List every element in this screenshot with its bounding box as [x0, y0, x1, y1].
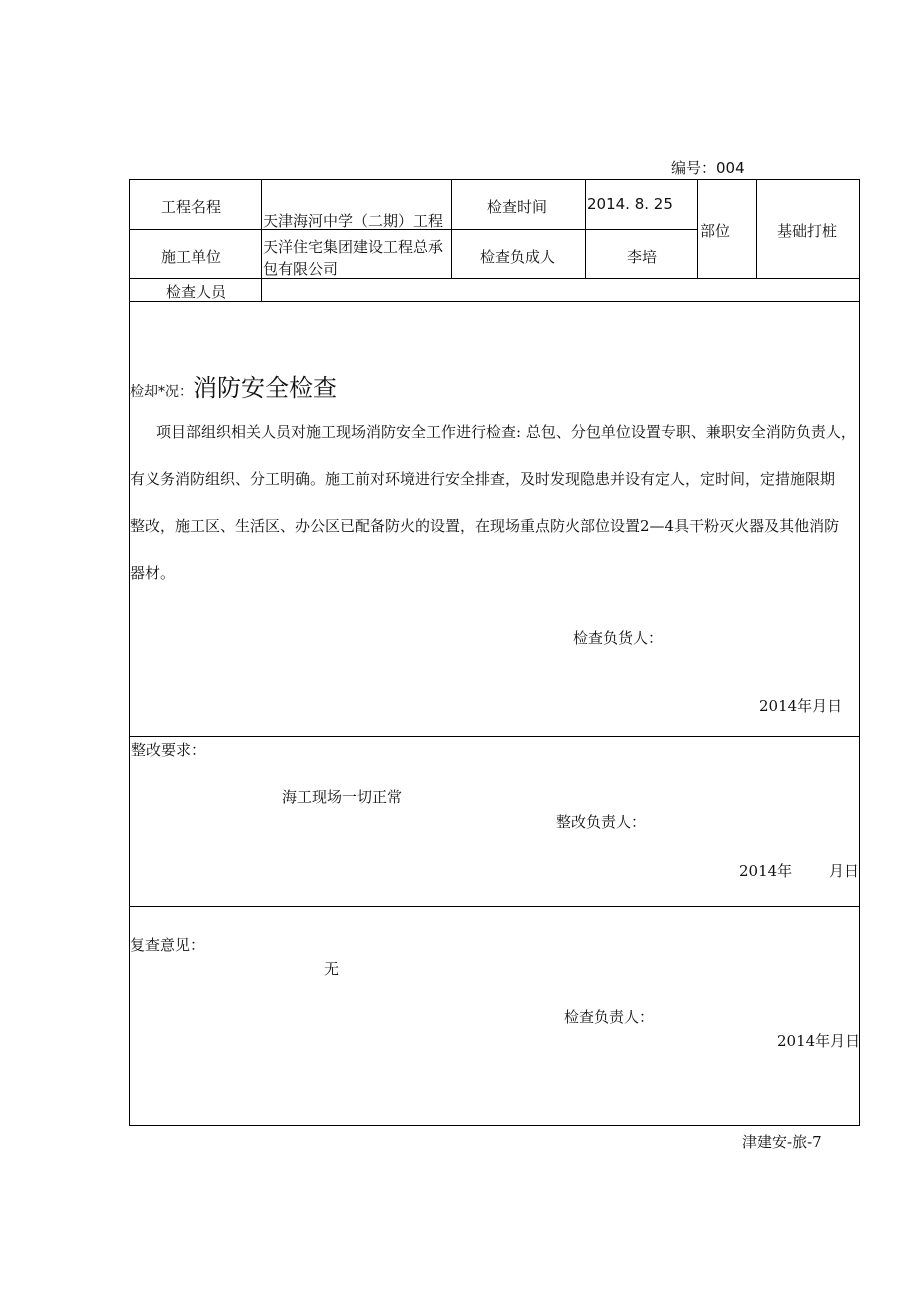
- document-number-value: 004: [716, 159, 745, 177]
- rectification-label: 整改要求：: [131, 741, 207, 759]
- inspection-line-1: 项目部组织相关人员对施工现场消防安全工作进行检查: 总包、分包单位设置专职、兼职安全消防负责人，: [156, 423, 856, 441]
- location-value: 基础打桩: [777, 222, 838, 240]
- inspect-time-label: 检查时间: [487, 198, 548, 216]
- contractor-value-line2: 包有限公司: [263, 260, 339, 278]
- inspection-signer-label: 检查负货人：: [573, 629, 664, 647]
- contractor-label: 施工单位: [161, 248, 222, 266]
- rectification-date-rest: 月日: [829, 862, 860, 880]
- col-divider-2: [451, 179, 452, 278]
- inspection-date: 2014年月日: [759, 697, 843, 715]
- col-divider-5: [756, 179, 757, 278]
- inspection-form-table: [129, 179, 860, 1126]
- row-divider-2: [129, 278, 860, 279]
- row-divider-3: [129, 301, 860, 302]
- responsible-value: 李培: [627, 248, 658, 266]
- inspection-heading: [130, 368, 337, 403]
- col-divider-1: [261, 179, 262, 301]
- section-divider-1: [129, 736, 860, 737]
- project-name-label: 工程名程: [161, 198, 222, 216]
- inspection-line-3: 整改，施工区、生活区、办公区已配备防火的设置，在现场重点防火部位设置2—4具干粉灭火器及其他消防: [130, 517, 840, 535]
- rectification-signer-label: 整改负责人：: [556, 813, 647, 831]
- contractor-value-line1: 天洋住宅集团建设工程总承: [263, 238, 444, 256]
- location-label: 部位: [700, 222, 731, 240]
- rectification-date-year: 2014年: [739, 862, 793, 880]
- inspect-time-value: 2014. 8. 25: [587, 195, 673, 213]
- inspection-label: 检却*况：: [130, 384, 193, 400]
- section-divider-2: [129, 906, 860, 907]
- inspection-line-4: 器材。: [130, 564, 176, 582]
- project-name-value: 天津海河中学（二期）工程: [263, 212, 444, 230]
- inspectors-label: 检查人员: [166, 283, 227, 301]
- rectification-content: 海工现场一切正常: [282, 788, 403, 806]
- inspection-line-2: 有义务消防组织、分工明确。施工前对环境进行安全排查，及时发现隐患并设有定人，定时间，定措施限期: [130, 470, 836, 488]
- review-label: 复查意见：: [130, 936, 206, 954]
- document-number: [671, 157, 745, 178]
- review-signer-label: 检查负责人：: [564, 1008, 655, 1026]
- form-code: 津建安-旅-7: [742, 1133, 822, 1151]
- responsible-label: 检查负成人: [480, 248, 556, 266]
- review-content: 无: [324, 960, 340, 978]
- col-divider-4: [697, 179, 698, 278]
- col-divider-3: [585, 179, 586, 278]
- document-number-label: 编号：: [671, 159, 717, 177]
- inspection-title: 消防安全检查: [193, 374, 337, 402]
- inspection-body: [130, 409, 858, 597]
- review-date: 2014年月日: [777, 1032, 861, 1050]
